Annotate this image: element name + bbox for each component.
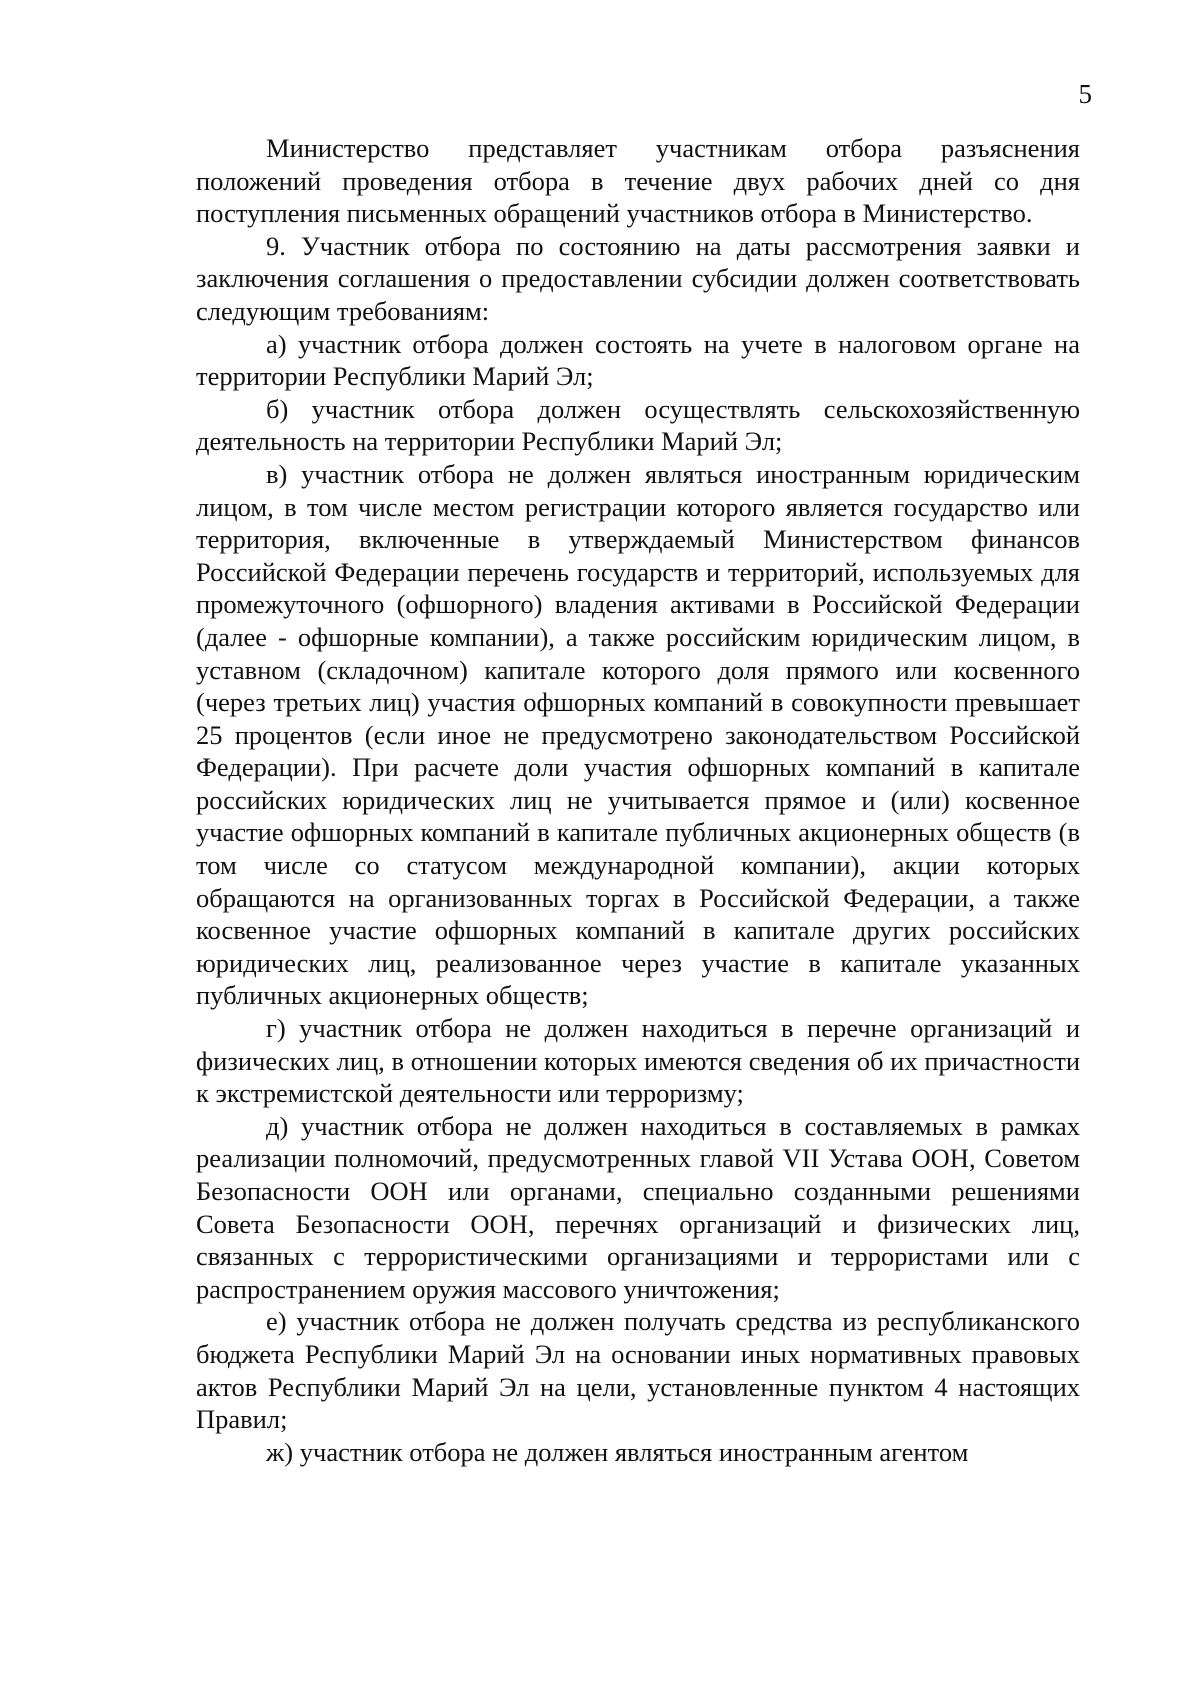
document-body — [196, 132, 1080, 1468]
paragraph-subitem-g: г) участник отбора не должен находиться в перечне организаций и физических лиц, в отношении которых имеются сведения об их причастности к экстремистской деятельности или терроризму; — [196, 1013, 1080, 1109]
paragraph-subitem-b: б) участник отбора должен осуществлять сельскохозяйственную деятельность на территории Республики Марий Эл; — [196, 393, 1080, 457]
paragraph-subitem-a: а) участник отбора должен состоять на учете в налоговом органе на территории Республики Марий Эл; — [196, 328, 1080, 392]
paragraph-subitem-v: в) участник отбора не должен являться иностранным юридическим лицом, в том числе местом регистрации которого является государство или территория, включенные в утверждаемый Министерством финансов Российской Федерации перечень государств и территорий, используемых для промежуточного (офшорного) владения активами в Российской Федерации (далее - офшорные компании), а также российским юридическим лицом, в уставном (складочном) капитале которого доля прямого или косвенного (через третьих лиц) участия офшорных компаний в совокупности превышает 25 процентов (если иное не предусмотрено законодательством Российской Федерации). При расчете доли участия офшорных компаний в капитале российских юридических лиц не учитывается прямое и (или) косвенное участие офшорных компаний в капитале публичных акционерных обществ (в том числе со статусом международной компании), акции которых обращаются на организованных торгах в Российской Федерации, а также косвенное участие офшорных компаний в капитале других российских юридических лиц, реализованное через участие в капитале указанных публичных акционерных обществ; — [196, 458, 1080, 1011]
paragraph-subitem-d: д) участник отбора не должен находиться в составляемых в рамках реализации полномочий, предусмотренных главой VII Устава ООН, Советом Безопасности ООН или органами, специально созданными решениями Совета Безопасности ООН, перечнях организаций и физических лиц, связанных с террористическими организациями и террористами или с распространением оружия массового уничтожения; — [196, 1110, 1080, 1304]
page-number: 5 — [1078, 79, 1092, 109]
paragraph-subitem-e: е) участник отбора не должен получать средства из республиканского бюджета Республики Марий Эл на основании иных нормативных правовых актов Республики Марий Эл на цели, установленные пунктом 4 настоящих Правил; — [196, 1306, 1080, 1435]
paragraph-item-9: 9. Участник отбора по состоянию на даты рассмотрения заявки и заключения соглашения о предоставлении субсидии должен соответствовать следующим требованиям: — [196, 230, 1080, 326]
paragraph-clarifications: Министерство представляет участникам отбора разъяснения положений проведения отбора в течение двух рабочих дней со дня поступления письменных обращений участников отбора в Министерство. — [196, 133, 1080, 229]
paragraph-subitem-zh: ж) участник отбора не должен являться иностранным агентом — [266, 1436, 969, 1467]
